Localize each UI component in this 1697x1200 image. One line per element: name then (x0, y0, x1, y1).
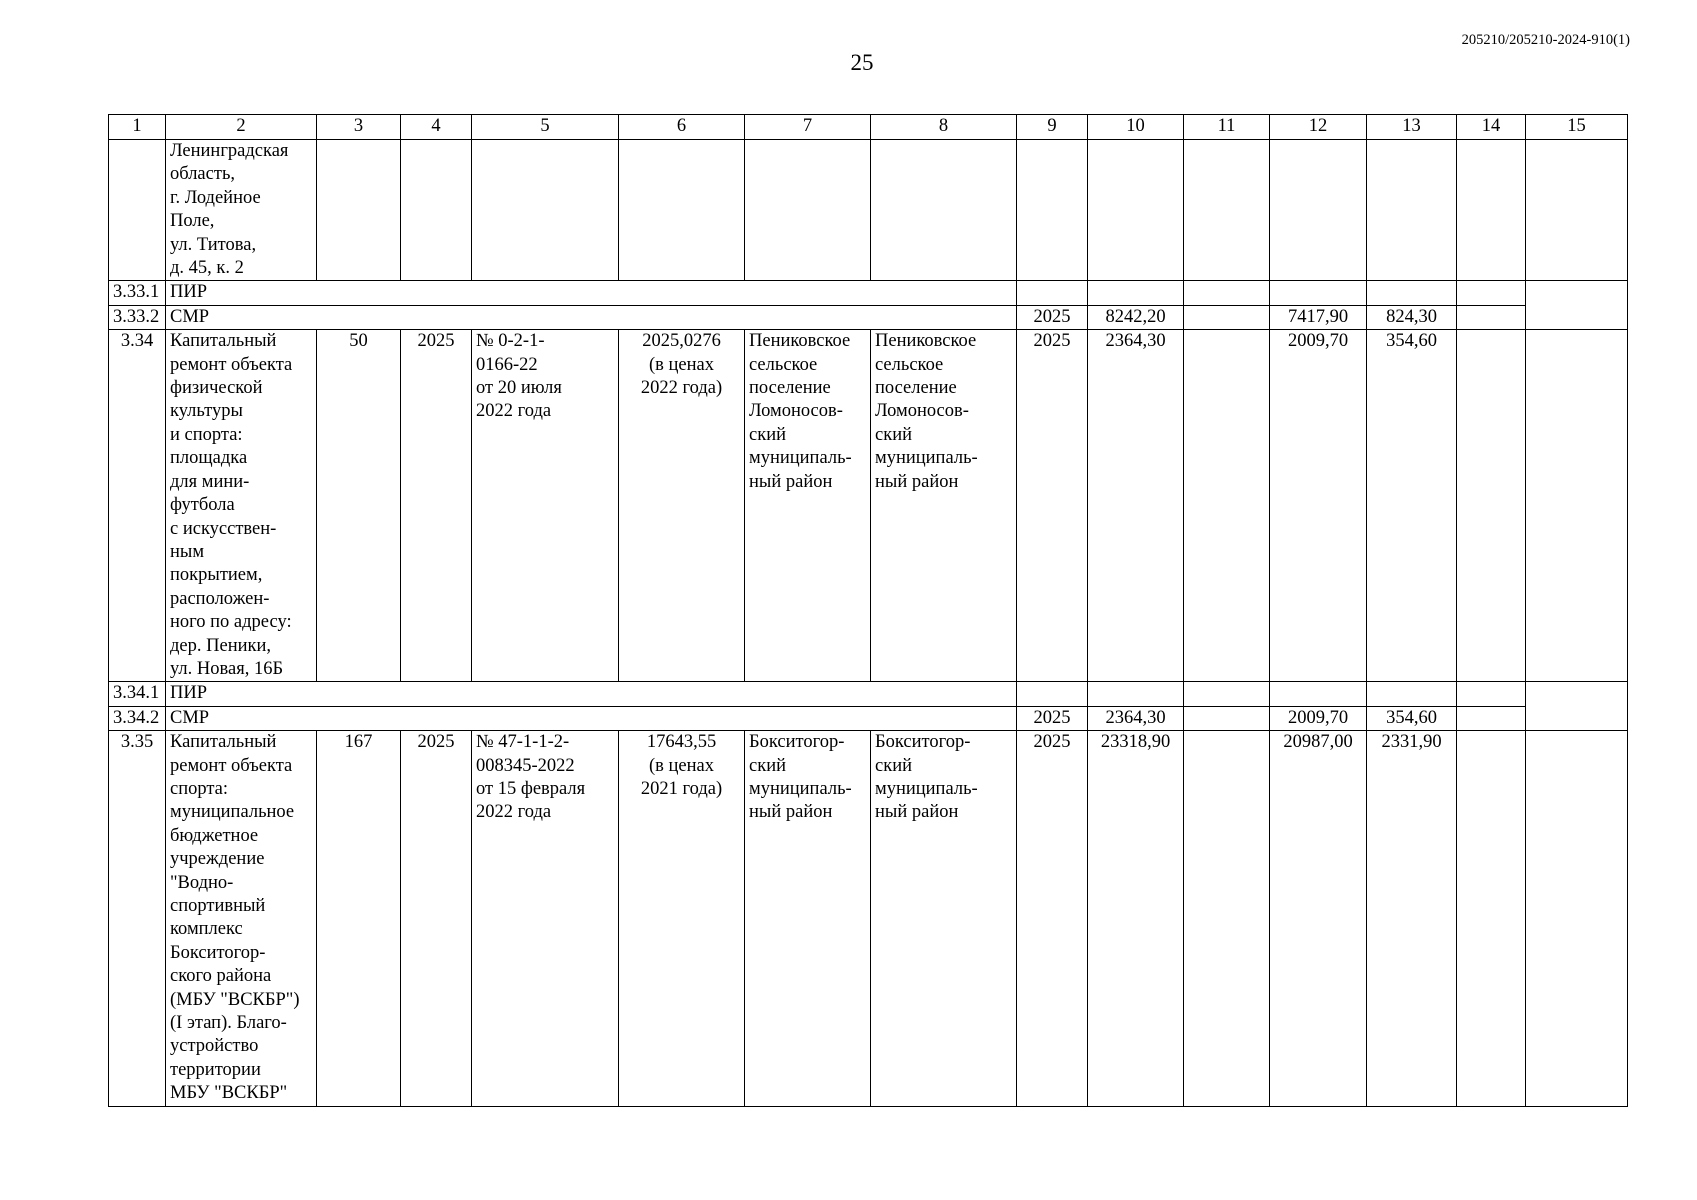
header-cell: 6 (619, 115, 745, 140)
table-row-3-35 (109, 731, 1628, 1107)
row-number: 3.35 (109, 731, 166, 1107)
estimated-cost-cell: 17643,55 (в ценах 2021 года) (619, 731, 745, 1107)
col13-cell: 354,60 (1367, 706, 1457, 730)
document-cell: № 47-1-1-2- 008345-2022 от 15 февраля 2022 года (472, 731, 619, 1107)
year-cell: 2025 (1017, 706, 1088, 730)
program-table (108, 114, 1628, 1107)
col12-cell: 2009,70 (1270, 330, 1367, 682)
table-row-3-33-2 (109, 305, 1628, 329)
col13-cell: 354,60 (1367, 330, 1457, 682)
document-id: 205210/205210-2024-910(1) (1461, 32, 1630, 48)
header-cell: 9 (1017, 115, 1088, 140)
col12-cell: 2009,70 (1270, 706, 1367, 730)
stage-label: ПИР (166, 682, 1017, 706)
header-cell: 10 (1088, 115, 1184, 140)
header-cell: 13 (1367, 115, 1457, 140)
header-cell: 1 (109, 115, 166, 140)
completion-year-cell: 2025 (401, 330, 472, 682)
table-row-3-33-1 (109, 281, 1628, 305)
total-cell: 8242,20 (1088, 305, 1184, 329)
col12-cell: 7417,90 (1270, 305, 1367, 329)
document-cell: № 0-2-1- 0166-22 от 20 июля 2022 года (472, 330, 619, 682)
total-cell: 23318,90 (1088, 731, 1184, 1107)
header-cell: 5 (472, 115, 619, 140)
col13-cell: 2331,90 (1367, 731, 1457, 1107)
owner-cell: Пениковское сельское поселение Ломоносов- ский муниципаль- ный район (871, 330, 1017, 682)
header-cell: 4 (401, 115, 472, 140)
row-number: 3.34.2 (109, 706, 166, 730)
object-name-cell: Ленинградская область, г. Лодейное Поле, ул. Титова, д. 45, к. 2 (166, 140, 317, 281)
header-cell: 7 (745, 115, 871, 140)
table-row-3-34 (109, 330, 1628, 682)
table-row-3-34-1 (109, 682, 1628, 706)
header-cell: 2 (166, 115, 317, 140)
table-row-3-34-2 (109, 706, 1628, 730)
total-cell: 2364,30 (1088, 330, 1184, 682)
header-cell: 11 (1184, 115, 1270, 140)
header-row (109, 115, 1628, 140)
col12-cell: 20987,00 (1270, 731, 1367, 1107)
object-name-cell: Капитальный ремонт объекта физической культуры и спорта: площадка для мини- футбола с искусствен- ным покрытием, расположен- ного по адресу: дер. Пеники, ул. Новая, 16Б (166, 330, 317, 682)
header-cell: 8 (871, 115, 1017, 140)
row-number: 3.33.2 (109, 305, 166, 329)
stage-label: СМР (166, 706, 1017, 730)
year-cell: 2025 (1017, 731, 1088, 1107)
col13-cell: 824,30 (1367, 305, 1457, 329)
object-name-cell: Капитальный ремонт объекта спорта: муниципальное бюджетное учреждение "Водно- спортивный комплекс Бокситогор- ского района (МБУ "ВСКБР") (I этап). Благо- устройство территории МБУ "ВСКБР" (166, 731, 317, 1107)
stage-label: СМР (166, 305, 1017, 329)
header-cell: 15 (1526, 115, 1628, 140)
capacity-cell: 50 (317, 330, 401, 682)
row-number: 3.33.1 (109, 281, 166, 305)
total-cell: 2364,30 (1088, 706, 1184, 730)
header-cell: 14 (1457, 115, 1526, 140)
header-cell: 12 (1270, 115, 1367, 140)
completion-year-cell: 2025 (401, 731, 472, 1107)
stage-label: ПИР (166, 281, 1017, 305)
page-number: 25 (850, 50, 874, 75)
owner-cell: Бокситогор- ский муниципаль- ный район (871, 731, 1017, 1107)
customer-cell: Пениковское сельское поселение Ломоносов- ский муниципаль- ный район (745, 330, 871, 682)
header-cell: 3 (317, 115, 401, 140)
year-cell: 2025 (1017, 305, 1088, 329)
row-number: 3.34.1 (109, 682, 166, 706)
row-number: 3.34 (109, 330, 166, 682)
customer-cell: Бокситогор- ский муниципаль- ный район (745, 731, 871, 1107)
table-row-continuation (109, 140, 1628, 281)
capacity-cell: 167 (317, 731, 401, 1107)
year-cell: 2025 (1017, 330, 1088, 682)
estimated-cost-cell: 2025,0276 (в ценах 2022 года) (619, 330, 745, 682)
